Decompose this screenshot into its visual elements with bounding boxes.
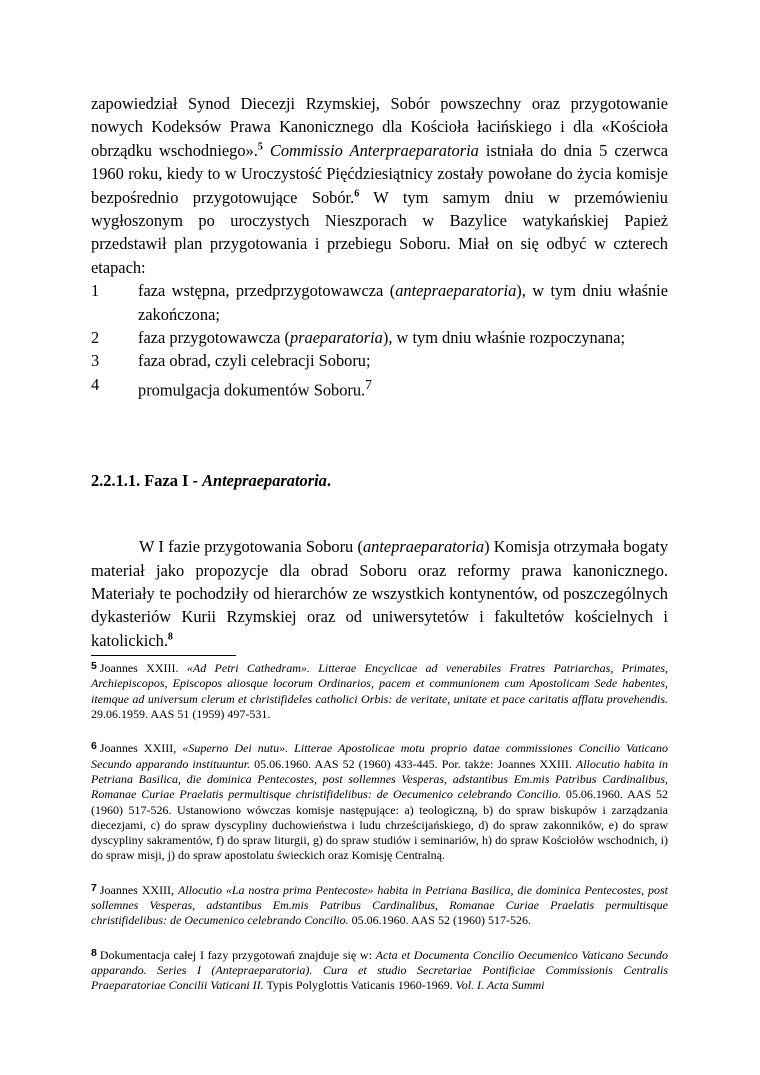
- footnote-ref-6[interactable]: 6: [354, 188, 360, 200]
- footnote-mark: 8: [91, 946, 97, 959]
- list-text: faza przygotowawcza (praeparatoria), w tym dniu właśnie rozpoczynana;: [138, 328, 626, 348]
- text: W tym samym dniu w przemówieniu wygłoszonym po uroczystych Nieszporach w Bazylice watykańskiej Papież przedstawił plan przygotowania i przebiegu Soboru. Miał on się odbyć w czterech etapach:: [91, 187, 668, 277]
- footnote-5: 5 Joannes XXIII. «Ad Petri Cathedram». Litterae Encyclicae ad venerabiles Fratres Patriarchas, Primates, Archiepiscopos, Episcopos aliosque locorum Ordinarios, pacem et communionem cum Apostolicam Sede habentes, itemque ad universum clerum et christifideles catholici Orbis: de veritate, unitate et pace caritatis afflatu provehendis. 29.06.1959. AAS 51 (1959) 497-531.: [91, 660, 669, 722]
- footnote-mark: 7: [91, 881, 97, 894]
- list-item: [91, 349, 668, 372]
- paragraph-phase-one: W I fazie przygotowania Soboru (antepraeparatoria) Komisja otrzymała bogaty materiał jako propozycje dla obrad Soboru oraz reformy prawa kanonicznego. Materiały te pochodziły od hierarchów ze wszystkich kontynentów, od poszczególnych dykasteriów Kurii Rzymskiej oraz od uniwersytetów i fakultetów kościelnych i katolickich.$^8$: [91, 537, 669, 650]
- list-text: promulgacja dokumentów Soboru.$^7$: [138, 376, 372, 400]
- text: istniała do dnia 5 czerwca 1960 roku, kiedy to w Uroczystość Pięćdziesiątnicy zostały powołane do życia komisje bezpośrednio przygotowujące Sobór.: [91, 140, 668, 207]
- footnote-7: 7 Joannes XXIII, Allocutio «La nostra prima Pentecoste» habita in Petriana Basilica, die dominica Pentecostes, post sollemnes Vesperas, adstantibus Em.mis Patribus Cardinalibus, Romanae Curiae Praelatis permultisque christifidelibus: de Oecumenico celebrando Concilio. 05.06.1960. AAS 52 (1960) 517-526.: [91, 881, 668, 928]
- list-number: 3: [91, 351, 100, 371]
- footnote-separator: [91, 655, 236, 656]
- footnote-ref-7[interactable]: 7: [365, 376, 372, 392]
- footnote-6: 6 Joannes XXIII, «Superno Dei nutu». Litterae Apostolicae motu proprio datae commissiones Concilio Vaticano Secundo apparando instituuntur. 05.06.1960. AAS 52 (1960) 433-445. Por. także: Joannes XXIII. Allocutio habita in Petriana Basilica, die dominica Pentecostes, post sollemnes Vesperas, adstantibus Em.mis Patribus Cardinalibus, Romanae Curiae Praelatis permultisque christifidelibus: de Oecumenico celebrando Concilio. 05.06.1960. AAS 52 (1960) 517-526. Ustanowiono wówczas komisje następujące: a) teologiczną, b) do spraw biskupów i zarządzania diecezjami, c) do spraw dyscypliny duchowieństwa i ludu chrześcijańskiego, d) do spraw zakonników, e) do spraw dyscypliny sakramentów, f) do spraw liturgii, g) do spraw studiów i seminariów, h) do spraw Kościołów wschodnich, i) do spraw misji, j) do spraw apostolatu świeckich oraz Komisję Centralną.: [91, 740, 669, 863]
- list-item: [91, 373, 668, 402]
- list-number: 4: [91, 374, 100, 394]
- footnote-8: 8 Dokumentacja całej I fazy przygotowań znajduje się w: Acta et Documenta Concilio Oecumenico Vaticano Secundo apparando. Series I (Antepraeparatoria). Cura et studio Secretariae Pontificiae Commissionis Centralis Praeparatoriae Concilii Vaticani II. Typis Polyglottis Vaticanis 1960-1969. Vol. I. Acta Summi: [91, 946, 669, 993]
- document-page: [91, 92, 668, 994]
- stages-list: [91, 279, 668, 402]
- footnote-mark: 6: [91, 740, 97, 753]
- section-heading: 2.2.1.1. Faza I - Antepraeparatoria.: [91, 470, 331, 490]
- italic-text: Commissio Anterpraeparatoria: [269, 140, 479, 160]
- list-number: 2: [91, 328, 100, 348]
- list-item: [91, 279, 668, 326]
- footnote-ref-5[interactable]: 5: [257, 141, 263, 153]
- list-number: 1: [91, 281, 100, 301]
- list-text: faza wstępna, przedprzygotowawcza (antepraeparatoria), w tym dniu właśnie zakończona;: [138, 281, 668, 324]
- list-item: [91, 326, 668, 349]
- footnote-ref-8[interactable]: 8: [167, 631, 173, 643]
- paragraph-council-preparation: [91, 92, 668, 279]
- text: zapowiedział Synod Diecezji Rzymskiej, Sobór powszechny oraz przygotowanie nowych Kodeksów Prawa Kanonicznego dla Kościoła łacińskiego i dla «Kościoła obrządku wschodniego».: [91, 94, 668, 160]
- list-text: faza obrad, czyli celebracji Soboru;: [138, 351, 371, 371]
- footnote-mark: 5: [91, 660, 97, 673]
